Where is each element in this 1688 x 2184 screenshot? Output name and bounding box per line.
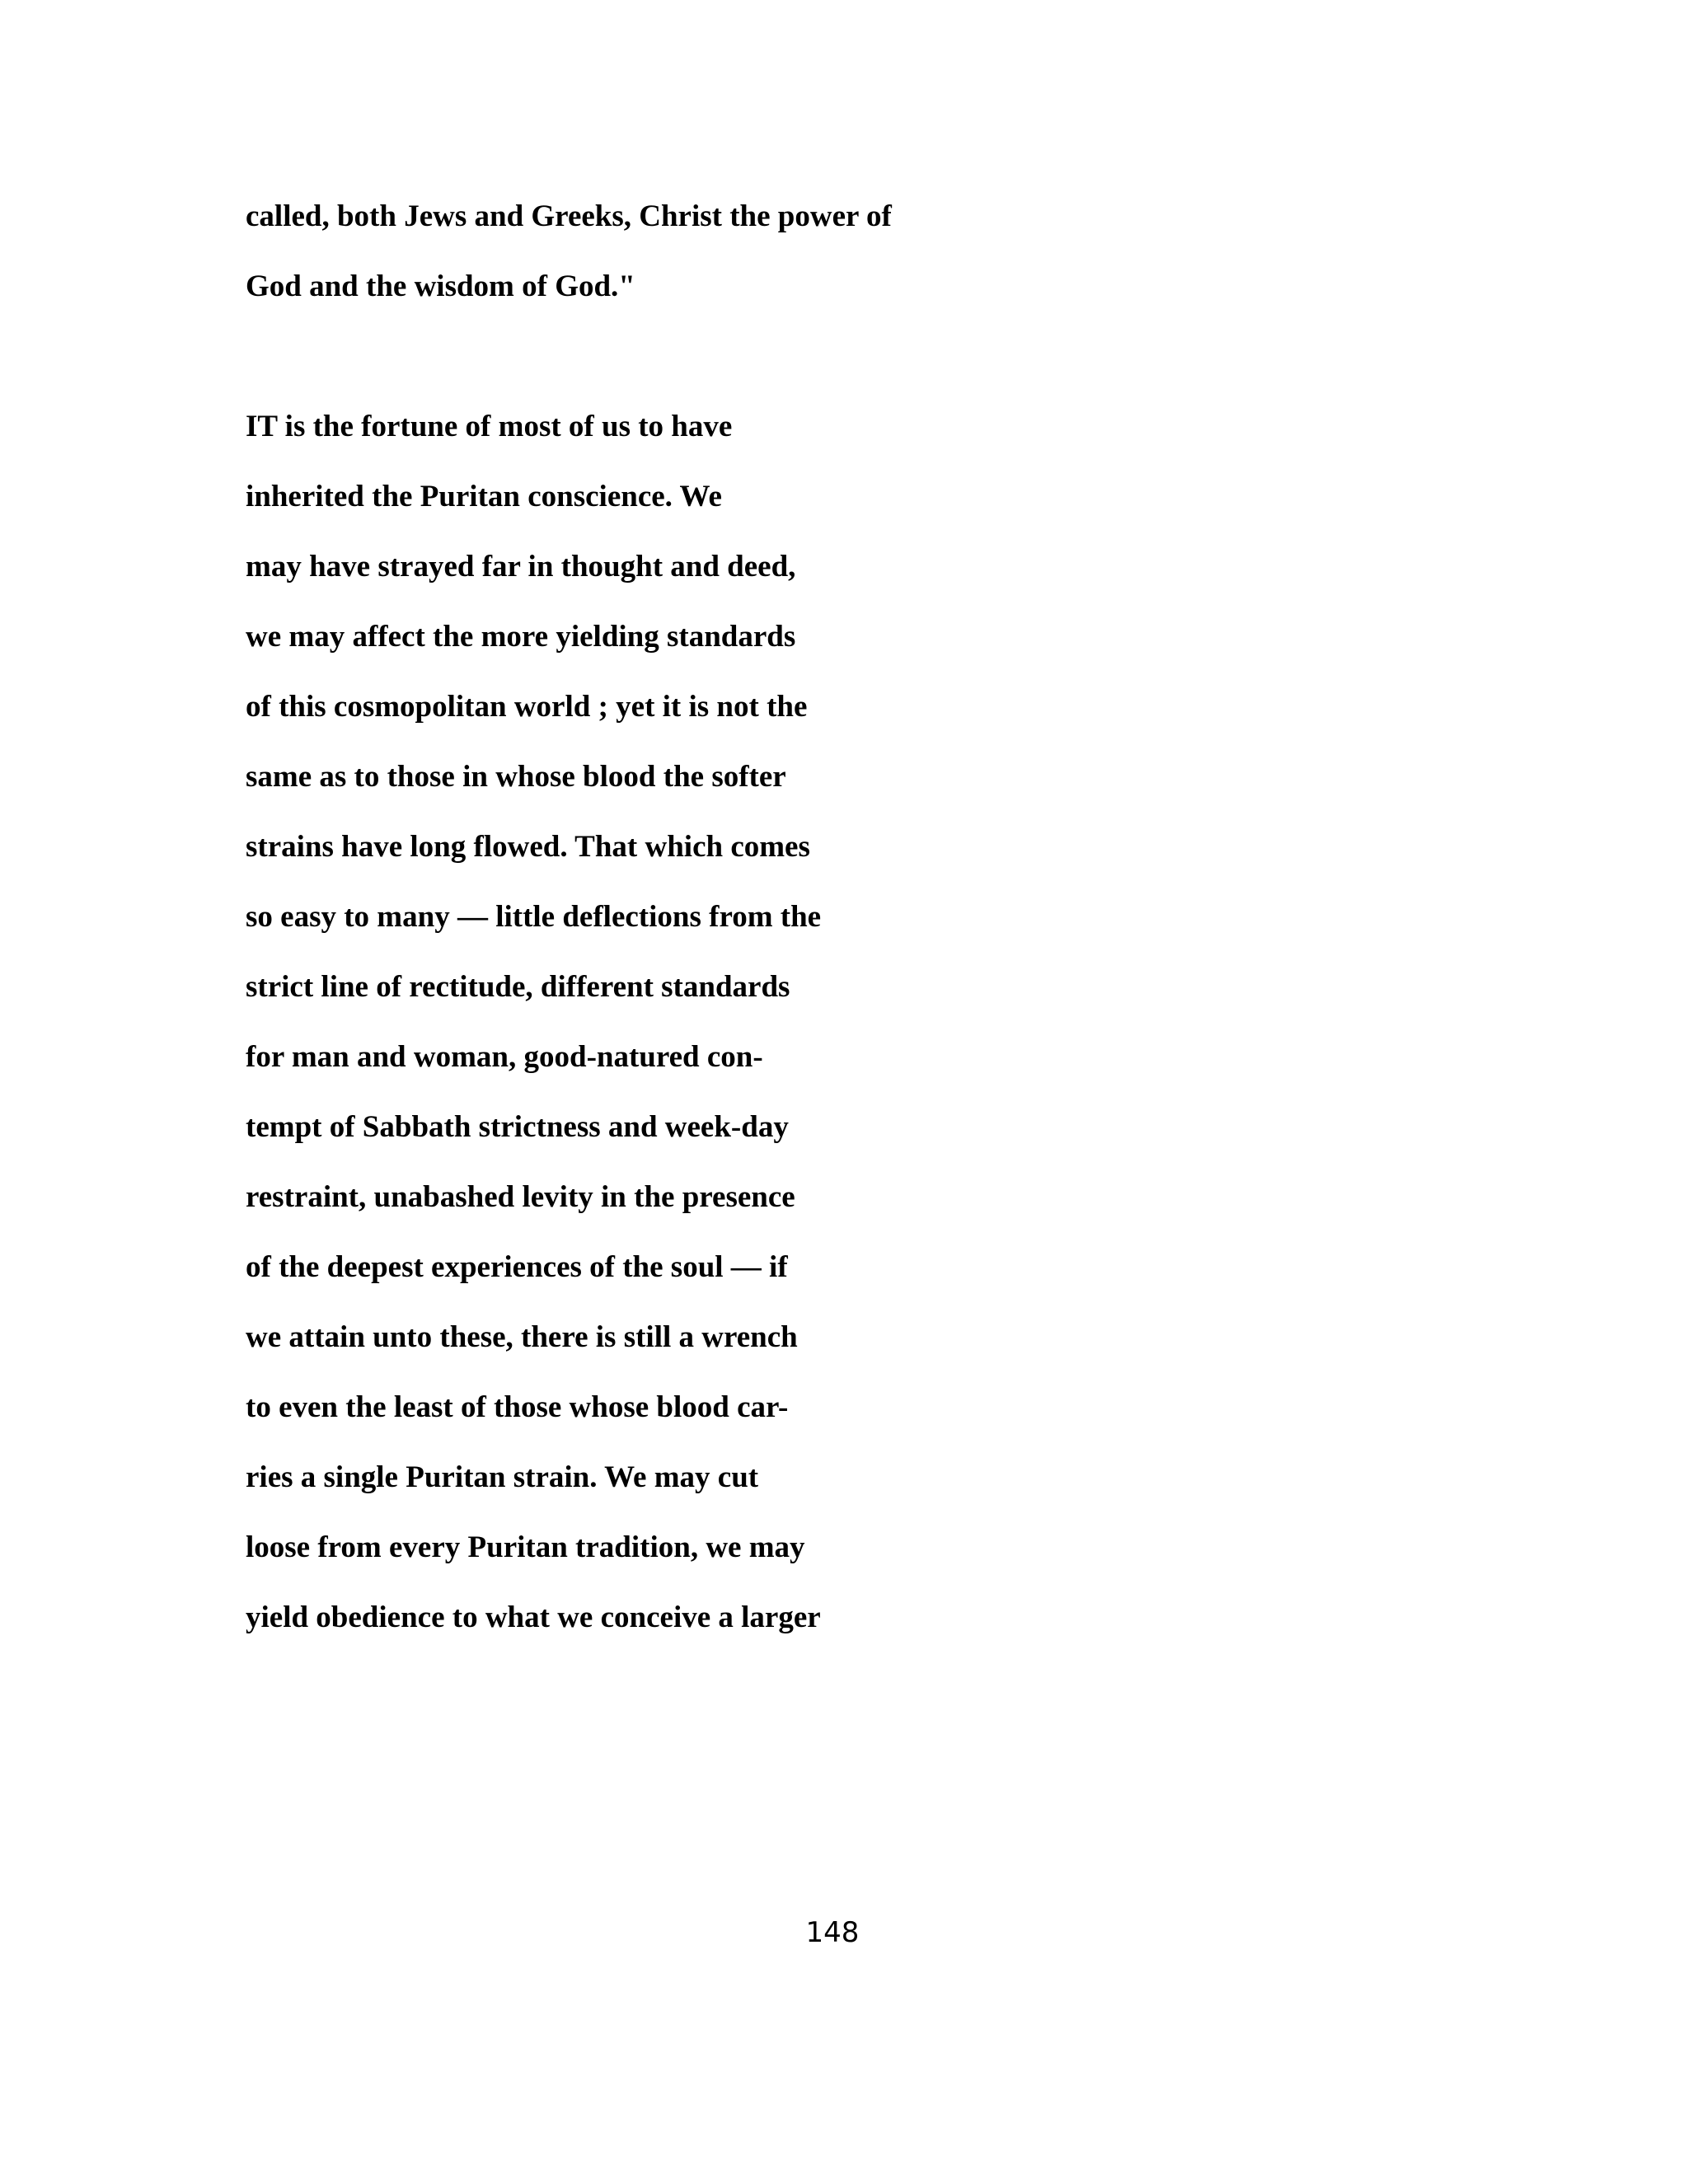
text-line: called, both Jews and Greeks, Christ the power of (246, 199, 892, 233)
text-line: same as to those in whose blood the softer (246, 760, 786, 794)
text-line: IT is the fortune of most of us to have (246, 410, 733, 443)
text-line: we may affect the more yielding standards (246, 620, 796, 654)
text-line: inherited the Puritan conscience. We (246, 480, 722, 513)
quote-ending (246, 181, 1482, 321)
text-line: tempt of Sabbath strictness and week-day (246, 1110, 789, 1144)
text-line: so easy to many — little deflections from the (246, 900, 822, 934)
text-line: God and the wisdom of God." (246, 269, 635, 303)
text-line: we attain unto these, there is still a wrench (246, 1320, 798, 1354)
text-line: ries a single Puritan strain. We may cut (246, 1460, 759, 1494)
text-line: strict line of rectitude, different standards (246, 970, 790, 1004)
text-line: of this cosmopolitan world ; yet it is not the (246, 690, 808, 724)
text-line: to even the least of those whose blood car- (246, 1390, 789, 1424)
text-line: yield obedience to what we conceive a larger (246, 1601, 821, 1634)
text-line: of the deepest experiences of the soul — if (246, 1250, 788, 1284)
text-line: may have strayed far in thought and deed, (246, 550, 796, 583)
text-line: restraint, unabashed levity in the presence (246, 1180, 795, 1214)
text-line: for man and woman, good-natured con- (246, 1040, 763, 1074)
text-line: loose from every Puritan tradition, we may (246, 1530, 805, 1564)
text-line: strains have long flowed. That which comes (246, 830, 810, 864)
page-number: 148 (805, 1916, 860, 1949)
body-paragraph (246, 391, 1482, 1652)
